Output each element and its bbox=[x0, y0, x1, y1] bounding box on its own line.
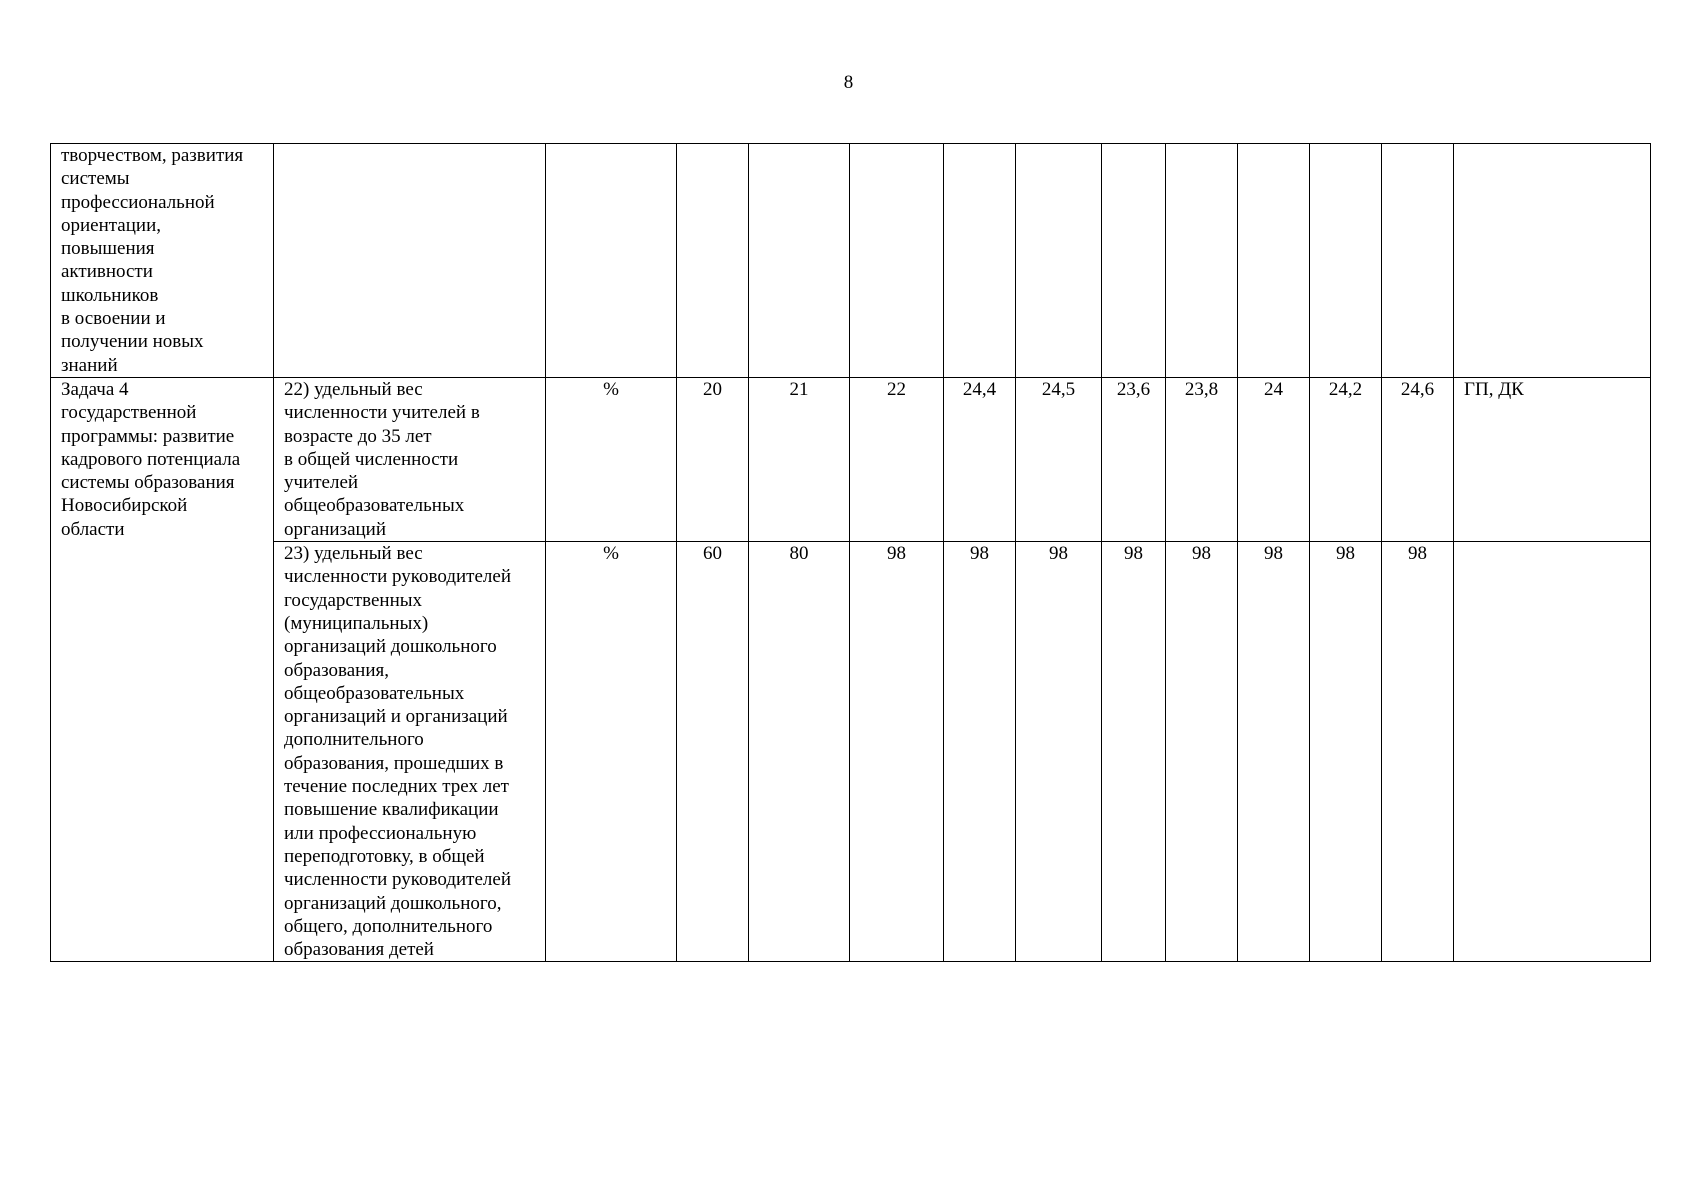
text-line: дополнительного bbox=[284, 729, 424, 751]
value-cell: 23,6 bbox=[1102, 378, 1166, 542]
value-cell: 22 bbox=[850, 378, 944, 542]
value-cell: 98 bbox=[1382, 542, 1454, 962]
text-line: организаций дошкольного bbox=[284, 636, 497, 658]
table-row bbox=[51, 542, 1651, 962]
text-line: в общей численности bbox=[284, 448, 459, 470]
source-cell bbox=[1454, 144, 1651, 378]
source-cell: ГП, ДК bbox=[1454, 378, 1651, 542]
value-cell bbox=[1102, 144, 1166, 378]
table-row bbox=[51, 378, 1651, 542]
value-cell bbox=[944, 144, 1016, 378]
text-line: общеобразовательных bbox=[284, 495, 465, 517]
value-cell: 98 bbox=[1310, 542, 1382, 962]
text-line: знаний bbox=[61, 354, 118, 376]
unit-cell bbox=[546, 144, 677, 378]
text-line: численности руководителей bbox=[284, 869, 511, 891]
text-line: повышение квалификации bbox=[284, 799, 499, 821]
value-cell: 98 bbox=[1102, 542, 1166, 962]
text-line: государственных bbox=[284, 589, 423, 611]
text-line: возрасте до 35 лет bbox=[284, 425, 432, 447]
indicator-name-cell bbox=[274, 144, 546, 378]
unit-cell: % bbox=[546, 378, 677, 542]
text-line: творчеством, развития bbox=[61, 145, 244, 166]
value-cell bbox=[677, 144, 749, 378]
text-line: Новосибирской bbox=[61, 495, 188, 517]
text-line: образования, прошедших в bbox=[284, 752, 504, 774]
value-cell: 98 bbox=[850, 542, 944, 962]
value-cell bbox=[1166, 144, 1238, 378]
text-line: повышения bbox=[61, 238, 155, 260]
value-cell: 80 bbox=[749, 542, 850, 962]
value-cell: 24,4 bbox=[944, 378, 1016, 542]
task-cell bbox=[51, 378, 274, 962]
value-cell: 24 bbox=[1238, 378, 1310, 542]
text-line: численности руководителей bbox=[284, 566, 511, 588]
text-line: образования, bbox=[284, 659, 389, 681]
table-row bbox=[51, 144, 1651, 378]
text-line: организаций bbox=[284, 518, 387, 540]
text-line: организаций и организаций bbox=[284, 706, 508, 728]
value-cell bbox=[1382, 144, 1454, 378]
text-line: организаций дошкольного, bbox=[284, 892, 502, 914]
value-cell: 24,5 bbox=[1016, 378, 1102, 542]
value-cell bbox=[850, 144, 944, 378]
value-cell: 60 bbox=[677, 542, 749, 962]
unit-cell: % bbox=[546, 542, 677, 962]
text-line: (муниципальных) bbox=[284, 612, 429, 634]
value-cell: 20 bbox=[677, 378, 749, 542]
text-line: образования детей bbox=[284, 939, 434, 961]
text-line: системы образования bbox=[61, 472, 235, 494]
value-cell: 23,8 bbox=[1166, 378, 1238, 542]
text-line: Задача 4 bbox=[61, 379, 129, 400]
text-line: или профессиональную bbox=[284, 822, 477, 844]
text-line: кадрового потенциала bbox=[61, 448, 241, 470]
source-cell bbox=[1454, 542, 1651, 962]
indicator-name-cell bbox=[274, 542, 546, 962]
value-cell bbox=[749, 144, 850, 378]
value-cell bbox=[1238, 144, 1310, 378]
text-line: активности bbox=[61, 261, 153, 283]
text-line: государственной bbox=[61, 402, 197, 424]
value-cell: 98 bbox=[944, 542, 1016, 962]
text-line: системы bbox=[61, 168, 130, 190]
value-cell: 98 bbox=[1166, 542, 1238, 962]
text-line: программы: развитие bbox=[61, 425, 235, 447]
text-line: в освоении и bbox=[61, 308, 166, 330]
value-cell: 21 bbox=[749, 378, 850, 542]
text-line: 23) удельный вес bbox=[284, 543, 423, 565]
text-line: профессиональной bbox=[61, 191, 215, 213]
indicators-table bbox=[50, 143, 1651, 962]
text-line: получении новых bbox=[61, 331, 204, 353]
text-line: общеобразовательных bbox=[284, 682, 465, 704]
text-line: 22) удельный вес bbox=[284, 379, 423, 400]
text-line: учителей bbox=[284, 472, 359, 494]
text-line: переподготовку, в общей bbox=[284, 845, 485, 867]
task-cell bbox=[51, 144, 274, 378]
value-cell: 24,2 bbox=[1310, 378, 1382, 542]
indicator-name-cell bbox=[274, 378, 546, 542]
page-number: 8 bbox=[843, 72, 854, 93]
value-cell: 24,6 bbox=[1382, 378, 1454, 542]
text-line: общего, дополнительного bbox=[284, 915, 493, 937]
value-cell bbox=[1016, 144, 1102, 378]
value-cell bbox=[1310, 144, 1382, 378]
value-cell: 98 bbox=[1016, 542, 1102, 962]
text-line: ориентации, bbox=[61, 214, 161, 236]
value-cell: 98 bbox=[1238, 542, 1310, 962]
text-line: школьников bbox=[61, 284, 159, 306]
text-line: численности учителей в bbox=[284, 402, 480, 424]
text-line: течение последних трех лет bbox=[284, 776, 509, 798]
text-line: области bbox=[61, 518, 125, 540]
